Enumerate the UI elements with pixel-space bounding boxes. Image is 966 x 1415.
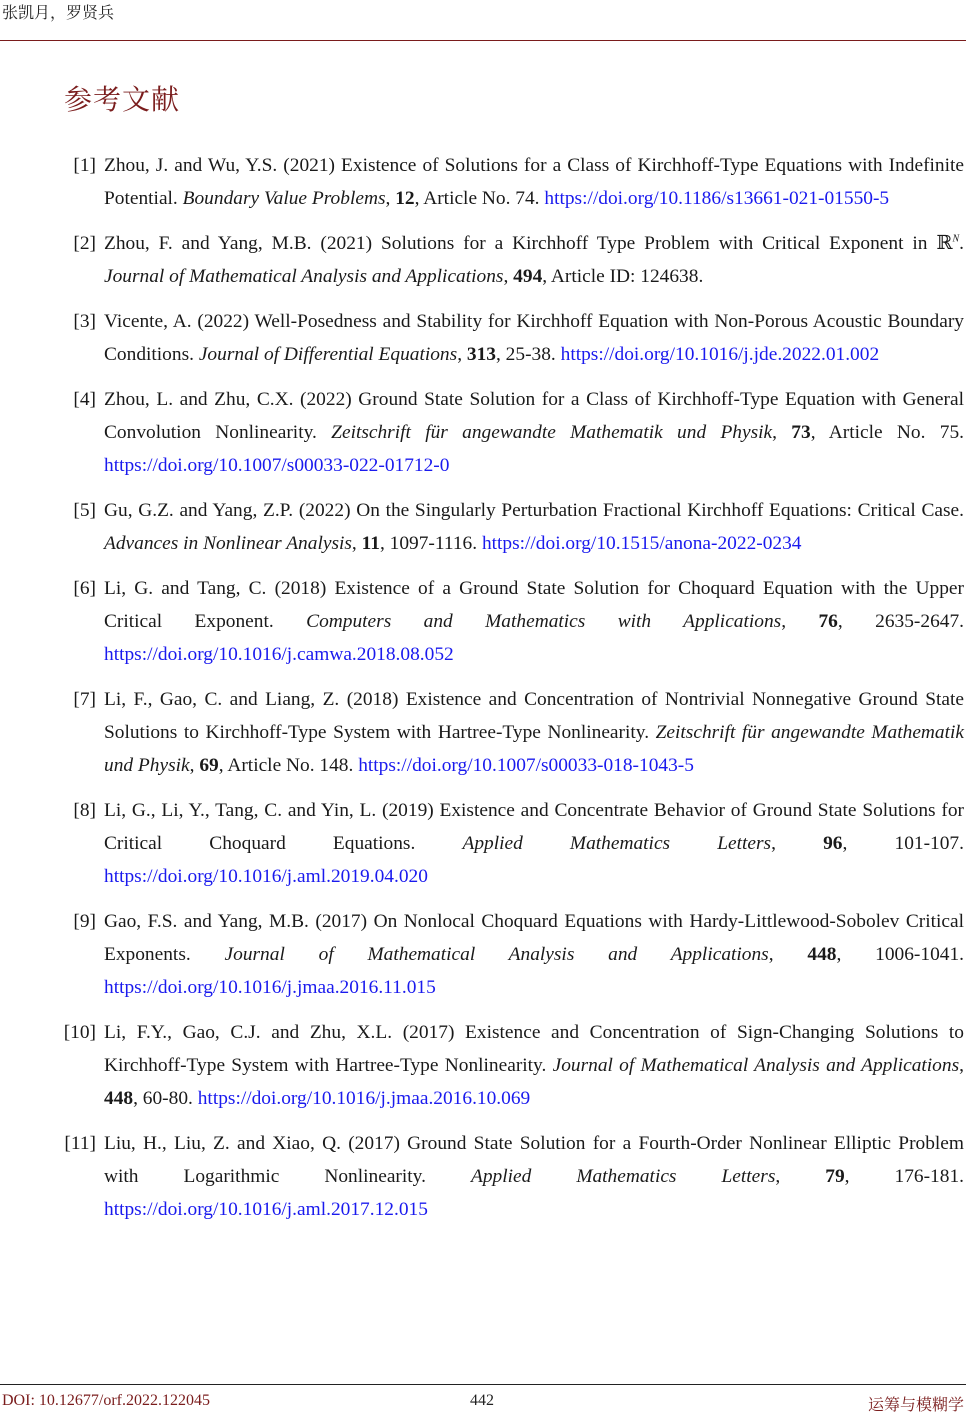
reference-item xyxy=(73,383,964,482)
reference-text: , xyxy=(775,1166,826,1187)
reference-item xyxy=(63,1016,964,1115)
reference-number: [11] xyxy=(64,1133,96,1154)
volume: 76 xyxy=(818,611,838,632)
reference-text: , Article No. 74. xyxy=(414,188,545,209)
reference-number: [5] xyxy=(73,500,96,521)
reference-text: , xyxy=(503,266,514,287)
reference-number: [2] xyxy=(73,233,96,254)
doi-link[interactable]: https://doi.org/10.1186/s13661-021-01550-5 xyxy=(544,188,890,209)
superscript: N xyxy=(952,233,960,245)
reference-text: , xyxy=(385,188,396,209)
reference-item xyxy=(73,149,964,215)
reference-item xyxy=(73,572,964,671)
reference-text: Li, F., Gao, C. and Liang, Z. (2018) Existence and Concentration of Nontrivial Nonnegative Ground State Solutions to Kirchhoff-Type System with Hartree-Type Nonlinearity. xyxy=(104,689,964,743)
reference-item xyxy=(73,227,964,293)
reference-item xyxy=(73,905,964,1004)
reference-text: Li, G., Li, Y., Tang, C. and Yin, L. (2019) Existence and Concentrate Behavior of Ground State Solutions for Critical Choquard Equations. xyxy=(104,800,964,854)
reference-text: , Article ID: 124638. xyxy=(542,266,704,287)
reference-text: , 25-38. xyxy=(495,344,561,365)
doi-link[interactable]: https://doi.org/10.1016/j.jmaa.2016.11.015 xyxy=(104,977,436,998)
volume: 12 xyxy=(395,188,415,209)
doi-link[interactable]: https://doi.org/10.1007/s00033-022-01712-0 xyxy=(104,455,450,476)
reference-text: Zhou, L. and Zhu, C.X. (2022) Ground State Solution for a Class of Kirchhoff-Type Equation with General Convolution Nonlinearity. xyxy=(104,389,964,443)
reference-text: , 101-107. xyxy=(842,833,964,854)
reference-text: Gu, G.Z. and Yang, Z.P. (2022) On the Singularly Perturbation Fractional Kirchhoff Equations: Critical Case. xyxy=(104,500,964,521)
journal-name: Zeitschrift für angewandte Mathematik und Physik xyxy=(331,422,773,443)
reference-text: , xyxy=(457,344,467,365)
header-rule xyxy=(0,40,966,41)
reference-text: , xyxy=(772,422,792,443)
reference-item xyxy=(73,683,965,782)
reference-text: Zhou, F. and Yang, M.B. (2021) Solutions for a Kirchhoff Type Problem with Critical Exponent in ℝ xyxy=(104,233,953,254)
reference-number: [9] xyxy=(73,911,96,932)
reference-text: , 2635-2647. xyxy=(837,611,964,632)
reference-text: , xyxy=(781,611,819,632)
footer-rule xyxy=(0,1384,966,1385)
reference-text: , xyxy=(959,1055,964,1076)
journal-name: Advances in Nonlinear Analysis xyxy=(104,533,352,554)
reference-number: [10] xyxy=(63,1022,96,1043)
reference-number: [4] xyxy=(73,389,96,410)
reference-item xyxy=(73,494,964,560)
doi-link[interactable]: https://doi.org/10.1515/anona-2022-0234 xyxy=(481,533,802,554)
volume: 69 xyxy=(199,755,219,776)
section-title: 参考文献 xyxy=(64,83,181,116)
reference-item xyxy=(64,1127,964,1226)
reference-text: , xyxy=(771,833,824,854)
doi-link[interactable]: https://doi.org/10.1016/j.camwa.2018.08.052 xyxy=(104,644,454,665)
reference-text: Vicente, A. (2022) Well-Posedness and Stability for Kirchhoff Equation with Non-Porous Acoustic Boundary Conditions. xyxy=(104,311,964,365)
journal-name: Boundary Value Problems xyxy=(182,188,386,209)
journal-name: Zeitschrift für angewandte Mathematik und Physik xyxy=(104,722,965,776)
reference-item xyxy=(73,794,964,893)
reference-list xyxy=(63,149,965,1238)
footer-doi: DOI: 10.12677/orf.2022.122045 xyxy=(2,1392,210,1409)
reference-number: [8] xyxy=(73,800,96,821)
doi-link[interactable]: https://doi.org/10.1007/s00033-018-1043-5 xyxy=(358,755,694,776)
reference-text: , 176-181. xyxy=(844,1166,964,1187)
volume: 73 xyxy=(791,422,811,443)
reference-number: [6] xyxy=(73,578,96,599)
reference-text: , 1097-1116. xyxy=(379,533,482,554)
journal-name: Applied Mathematics Letters xyxy=(470,1166,776,1187)
journal-name: Journal of Mathematical Analysis and Applications xyxy=(552,1055,960,1076)
volume: 448 xyxy=(104,1088,134,1109)
reference-number: [7] xyxy=(73,689,96,710)
journal-name: Journal of Mathematical Analysis and Applications xyxy=(104,266,504,287)
volume: 448 xyxy=(807,944,837,965)
reference-text: , 1006-1041. xyxy=(836,944,964,965)
footer-journal: 运筹与模糊学 xyxy=(867,1397,964,1414)
doi-link[interactable]: https://doi.org/10.1016/j.jde.2022.01.002 xyxy=(560,344,880,365)
reference-text: , Article No. 148. xyxy=(218,755,359,776)
journal-name: Journal of Mathematical Analysis and Applications xyxy=(224,944,769,965)
reference-text: . xyxy=(959,233,964,254)
volume: 313 xyxy=(466,344,496,365)
doi-link[interactable]: https://doi.org/10.1016/j.aml.2019.04.020 xyxy=(104,866,428,887)
volume: 11 xyxy=(361,533,380,554)
volume: 494 xyxy=(513,266,543,287)
reference-text: Liu, H., Liu, Z. and Xiao, Q. (2017) Ground State Solution for a Fourth-Order Nonlinear Elliptic Problem with Logarithmic Nonlinearity. xyxy=(104,1133,964,1187)
doi-link[interactable]: https://doi.org/10.1016/j.aml.2017.12.015 xyxy=(104,1199,428,1220)
reference-text: , Article No. 75. xyxy=(810,422,964,443)
reference-text: , xyxy=(351,533,362,554)
journal-name: Applied Mathematics Letters xyxy=(462,833,772,854)
reference-number: [3] xyxy=(73,311,96,332)
running-header-authors: 张凯月，罗贤兵 xyxy=(2,5,115,22)
reference-text: , 60-80. xyxy=(133,1088,198,1109)
reference-text: , xyxy=(768,944,808,965)
reference-text: Zhou, J. and Wu, Y.S. (2021) Existence of Solutions for a Class of Kirchhoff-Type Equations with Indefinite Potential. xyxy=(104,155,964,209)
page-number: 442 xyxy=(470,1392,494,1409)
reference-text: Li, F.Y., Gao, C.J. and Zhu, X.L. (2017) Existence and Concentration of Sign-Changing Solutions to Kirchhoff-Type System with Hartree-Type Nonlinearity. xyxy=(104,1022,964,1076)
reference-text: Gao, F.S. and Yang, M.B. (2017) On Nonlocal Choquard Equations with Hardy-Littlewood-Sobolev Critical Exponents. xyxy=(104,911,964,965)
reference-item xyxy=(73,305,964,371)
volume: 96 xyxy=(823,833,843,854)
reference-number: [1] xyxy=(73,155,96,176)
reference-text: , xyxy=(189,755,200,776)
volume: 79 xyxy=(825,1166,845,1187)
reference-text: Li, G. and Tang, C. (2018) Existence of a Ground State Solution for Choquard Equation with the Upper Critical Exponent. xyxy=(104,578,964,632)
journal-name: Journal of Differential Equations xyxy=(198,344,458,365)
journal-name: Computers and Mathematics with Applications xyxy=(306,611,782,632)
doi-link[interactable]: https://doi.org/10.1016/j.jmaa.2016.10.069 xyxy=(197,1088,531,1109)
